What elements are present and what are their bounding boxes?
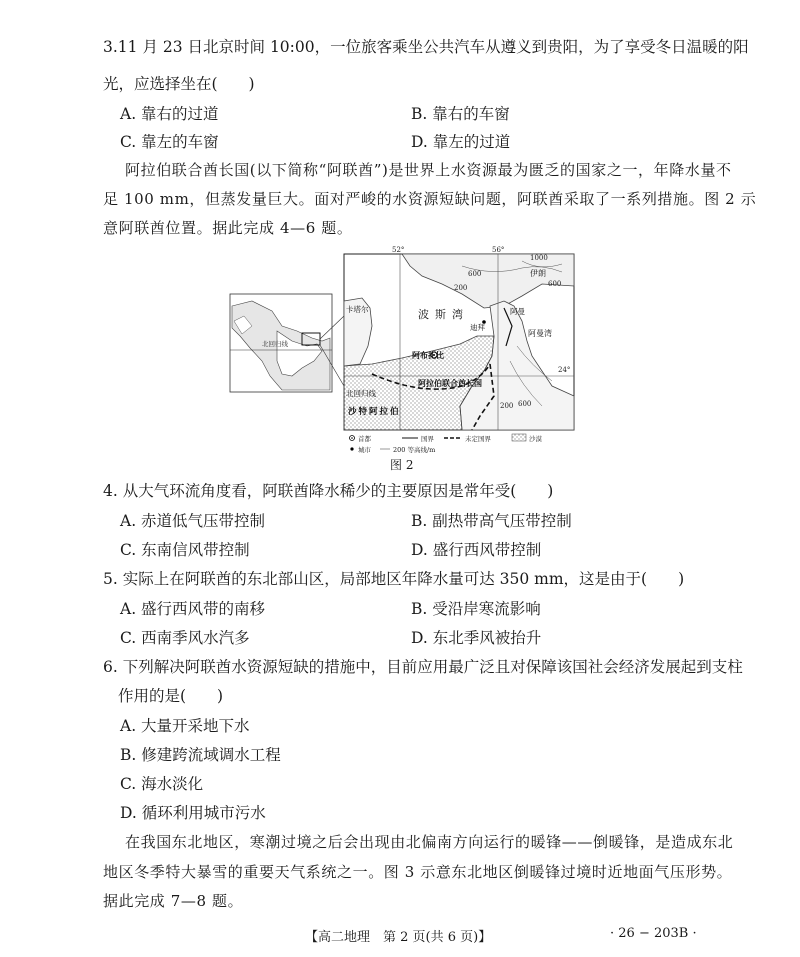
q5-option-d: D. 东北季风被抬升 <box>411 629 542 647</box>
q3-stem-line1: 3.11 月 23 日北京时间 10:00，一位旅客乘坐公共汽车从遵义到贵阳，为了享受冬日温暖的阳 <box>103 38 749 56</box>
q4-option-d: D. 盛行西风带控制 <box>411 541 542 559</box>
q6-option-c: C. 海水淡化 <box>120 775 204 793</box>
passage1-line1: 阿拉伯联合酋长国(以下简称“阿联酋”)是世界上水资源最为匮乏的国家之一，年降水量不 <box>125 161 732 179</box>
lon-right-label: 56° <box>492 246 505 254</box>
passage2-line2: 地区冬季特大暴雪的重要天气系统之一。图 3 示意东北地区倒暖锋过境时近地面气压形势。 <box>103 863 733 881</box>
q5-option-b: B. 受沿岸寒流影响 <box>411 600 541 618</box>
q5-option-c: C. 西南季风水汽多 <box>120 629 250 647</box>
figure-2-map <box>222 246 582 456</box>
label-qatar: 卡塔尔 <box>346 305 369 314</box>
label-oman: 阿曼 <box>510 307 525 316</box>
q6-option-b: B. 修建跨流域调水工程 <box>120 746 281 764</box>
contour-1000: 1000 <box>530 254 548 262</box>
label-abudhabi: 阿布扎比 <box>412 350 444 360</box>
label-iran: 伊朗 <box>530 269 546 278</box>
q6-option-a: A. 大量开采地下水 <box>120 717 250 735</box>
legend-city: 城市 <box>358 446 371 454</box>
label-persian-gulf: 波斯湾 <box>418 308 469 321</box>
legend-desert: 沙漠 <box>529 435 542 443</box>
q3-option-b: B. 靠右的车窗 <box>411 105 510 123</box>
contour-600c: 600 <box>518 400 532 408</box>
q6-stem-line1: 6. 下列解决阿联酋水资源短缺的措施中，目前应用最广泛且对保障该国社会经济发展起到支柱 <box>103 658 743 676</box>
paper-code: · 26 − 203B · <box>610 926 697 941</box>
contour-600b: 600 <box>548 280 562 288</box>
lon-left-label: 52° <box>392 246 405 254</box>
q5-stem: 5. 实际上在阿联酋的东北部山区，局部地区年降水量可达 350 mm，这是由于( ) <box>103 570 685 588</box>
q5-option-a: A. 盛行西风带的南移 <box>120 600 266 618</box>
passage1-line3: 意阿联酋位置。据此完成 4—6 题。 <box>103 219 353 237</box>
q4-stem: 4. 从大气环流角度看，阿联酋降水稀少的主要原因是常年受( ) <box>103 482 554 500</box>
legend-contour: 200 等高线/m <box>393 446 436 454</box>
map-legend <box>350 434 543 454</box>
label-saudi: 沙特阿拉伯 <box>348 407 401 417</box>
legend-undefined-border: 未定国界 <box>465 435 491 443</box>
passage2-line3: 据此完成 7—8 题。 <box>103 892 244 910</box>
q4-option-c: C. 东南信风带控制 <box>120 541 250 559</box>
q3-option-c: C. 靠左的车窗 <box>120 133 219 151</box>
q4-option-b: B. 副热带高气压带控制 <box>411 512 572 530</box>
legend-border: 国界 <box>421 435 434 443</box>
label-dubai: 迪拜 <box>470 323 485 332</box>
q3-option-a: A. 靠右的过道 <box>120 105 219 123</box>
label-oman-gulf: 阿曼湾 <box>528 329 552 338</box>
label-tropic: 北回归线 <box>346 389 376 398</box>
q3-option-d: D. 靠左的过道 <box>411 133 511 151</box>
q4-option-a: A. 赤道低气压带控制 <box>120 512 266 530</box>
q6-option-d: D. 循环利用城市污水 <box>120 804 266 822</box>
contour-600a: 600 <box>468 270 482 278</box>
inset-map <box>230 294 332 392</box>
q3-stem-line2: 光，应选择坐在( ) <box>103 75 255 93</box>
label-uae: 阿拉伯联合酋长国 <box>418 378 482 388</box>
lat-label: 24° <box>558 366 571 374</box>
legend-capital: 首都 <box>358 435 371 443</box>
figure-2-caption: 图 2 <box>390 458 414 472</box>
passage2-line1: 在我国东北地区，寒潮过境之后会出现由北偏南方向运行的暖锋——倒暖锋，是造成东北 <box>125 833 734 851</box>
inset-tropic-label: 北回归线 <box>262 340 288 348</box>
passage1-line2: 足 100 mm，但蒸发量巨大。面对严峻的水资源短缺问题，阿联酋采取了一系列措施。图 2 示 <box>103 190 757 208</box>
page-footer: 【高二地理 第 2 页(共 6 页)】 <box>305 930 492 945</box>
contour-200a: 200 <box>454 284 468 292</box>
contour-200b: 200 <box>500 402 514 410</box>
q6-stem-line2: 作用的是( ) <box>118 687 224 705</box>
